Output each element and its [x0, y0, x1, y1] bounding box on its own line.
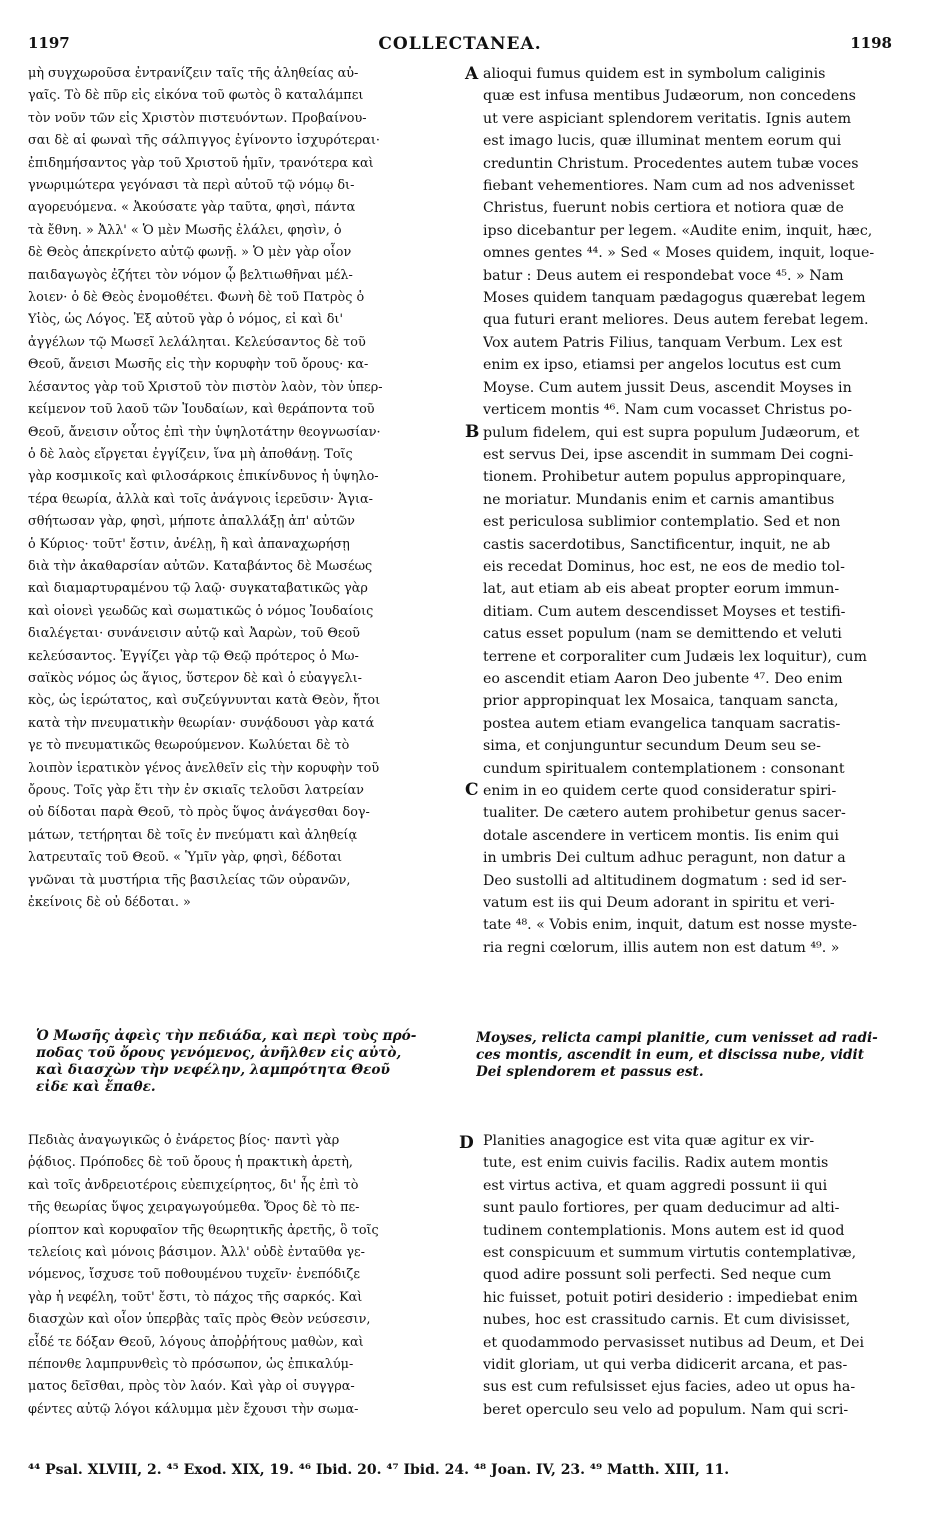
text-line: Deo sustolli ad altitudinem dogmatum : sed id ser- [483, 872, 847, 889]
text-line: tute, est enim cuivis facilis. Radix autem montis [483, 1155, 829, 1172]
text-line: διὰ τὴν ἀκαθαρσίαν αὐτῶν. Καταβάντος δὲ Μωσέως [28, 558, 373, 574]
greek-summary [36, 1028, 460, 1096]
text-line: sima, et conjunguntur secundum Deum seu se- [483, 738, 821, 755]
text-line: γὰρ ἡ νεφέλη, τοῦτ' ἔστι, τὸ πάχος τῆς σαρκός. Καὶ [28, 1289, 363, 1305]
text-line: Moyse. Cum autem jussit Deus, ascendit Moyses in [483, 379, 852, 396]
text-line: ria regni cœlorum, illis autem non est datum ⁴⁹. » [483, 939, 840, 956]
text-line: παιδαγωγὸς ἐζήτει τὸν νόμον ᾧ βελτιωθῆναι μέλ- [28, 267, 353, 283]
text-line: διαλέγεται· συνάνεισιν αὐτῷ καὶ Ἀαρὼν, τοῦ Θεοῦ [28, 626, 360, 642]
text-line: αγορευόμενα. « Ἀκούσατε γὰρ ταῦτα, φησὶ, πάντα [28, 200, 356, 216]
text-line: καὶ τοῖς ἀνδρειοτέροις εὐεπιχείρητος, δι' ἧς ἐπὶ τὸ [28, 1177, 359, 1193]
text-line: fiebant vehementiores. Nam cum ad nos advenisset [483, 178, 855, 195]
text-line: ces montis, ascendit in eum, et discissa nube, vidit [476, 1047, 864, 1063]
running-title: COLLECTANEA. [378, 34, 542, 54]
text-line: σθήτωσαν γὰρ, φησὶ, μήποτε ἀπαλλάξῃ ἀπ' αὐτῶν [28, 514, 355, 530]
text-line: pulum fidelem, qui est supra populum Judæorum, et [483, 424, 860, 441]
text-line: εἶδε καὶ ἔπαθε. [36, 1079, 156, 1095]
text-line: διασχὼν καὶ οἷον ὑπερβὰς ταῖς πρὸς Θεὸν νεύσεσιν, [28, 1312, 371, 1328]
text-line: καὶ διαμαρτυραμένου τῷ λαῷ· συγκαταβατικῶς γὰρ [28, 581, 368, 597]
text-line: castis sacerdotibus, Sanctificentur, inquit, ne ab [483, 536, 831, 553]
text-line: enim ex ipso, etiamsi per angelos locutus est cum [483, 357, 842, 374]
latin-column [483, 63, 895, 959]
text-line: σαι δὲ αἱ φωναὶ τῆς σάλπιγγος ἐγίνοντο ἰσχυρότεραι· [28, 133, 380, 149]
greek-second-column [28, 1130, 458, 1421]
margin-marker-a: A [465, 64, 479, 84]
text-line: quod adire possunt soli perfecti. Sed neque cum [483, 1267, 832, 1284]
text-line: καὶ οἱονεὶ γεωδῶς καὶ σωματικῶς ὁ νόμος Ἰουδαίοις [28, 603, 374, 619]
text-line: est periculosa sublimior contemplatio. Sed et non [483, 514, 841, 531]
text-line: λέσαντος γὰρ τοῦ Χριστοῦ τὸν πιστὸν λαὸν, τὸν ὑπερ- [28, 379, 383, 395]
text-line: ipso dicebantur per legem. «Audite enim, inquit, hæc, [483, 222, 873, 239]
text-line: μάτων, τετήρηται δὲ τοῖς ἐν πνεύματι καὶ ἀληθείᾳ [28, 827, 358, 843]
text-line: κείμενον τοῦ λαοῦ τῶν Ἰουδαίων, καὶ θεράποντα τοῦ [28, 402, 375, 418]
text-line: πέπονθε λαμπρυνθεὶς τὸ πρόσωπον, ὡς ἐπικαλύμ- [28, 1357, 354, 1373]
text-line: Christus, fuerunt nobis certiora et notiora quæ de [483, 200, 844, 217]
text-line: vidit gloriam, ut qui verba didicerit arcana, et pas- [483, 1357, 848, 1374]
text-line: λοιεν· ὁ δὲ Θεὸς ἐνομοθέτει. Φωνὴ δὲ τοῦ Πατρὸς ὁ [28, 290, 365, 306]
text-line: ἀγγέλων τῷ Μωσεῖ λελάληται. Κελεύσαντος δὲ τοῦ [28, 334, 366, 350]
text-line: est imago lucis, quæ illuminat mentem eorum qui [483, 133, 842, 150]
text-line: Θεοῦ, ἄνεισι Μωσῆς εἰς τὴν κορυφὴν τοῦ ὄρους· κα- [28, 357, 369, 373]
text-line: τὸν νοῦν τῶν εἰς Χριστὸν πιστευόντων. Προβαίνου- [28, 110, 367, 126]
text-line: eo ascendit etiam Aaron Deo jubente ⁴⁷. Deo enim [483, 670, 843, 687]
text-line: eis recedat Dominus, hoc est, ne eos de medio tol- [483, 558, 845, 575]
margin-marker-b: B [465, 422, 480, 442]
text-line: terrene et corporaliter cum Judæis lex loquitur), cum [483, 648, 867, 665]
text-line: ὁ Κύριος· τοῦτ' ἔστιν, ἀνέλῃ, ἢ καὶ ἀπαναχωρήσῃ [28, 536, 350, 552]
text-line: τέρα θεωρία, ἀλλὰ καὶ τοῖς ἀνάγνοις ἱερεῦσιν· Ἁγια- [28, 491, 373, 507]
greek-column [28, 63, 458, 914]
text-line: verticem montis ⁴⁶. Nam cum vocasset Christus po- [483, 402, 852, 419]
text-line: νόμενος, ἴσχυσε τοῦ ποθουμένου τυχεῖν· ἐνεπόδιζε [28, 1267, 361, 1283]
text-line: γνῶναι τὰ μυστήρια τῆς βασιλείας τῶν οὐρανῶν, [28, 872, 351, 888]
text-line: quæ est infusa mentibus Judæorum, non concedens [483, 88, 856, 105]
text-line: κὸς, ὡς ἱερώτατος, καὶ συζεύγνυνται κατὰ Θεὸν, ἤτοι [28, 693, 381, 709]
text-line: ποδας τοῦ ὄρους γενόμενος, ἀνῆλθεν εἰς αὐτὸ, [36, 1045, 402, 1061]
text-line: sunt paulo fortiores, per quam deducimur ad alti- [483, 1200, 840, 1217]
text-line: γε τὸ πνευματικῶς θεωρούμενον. Κωλύεται δὲ τὸ [28, 738, 350, 754]
text-line: μὴ συγχωροῦσα ἐντρανίζειν ταῖς τῆς ἀληθείας αὐ- [28, 66, 359, 81]
text-line: Ὁ Μωσῆς ἀφεὶς τὴν πεδιάδα, καὶ περὶ τοὺς πρό- [36, 1028, 417, 1044]
text-line: creduntin Christum. Procedentes autem tubæ voces [483, 155, 859, 172]
text-line: εἶδέ τε δόξαν Θεοῦ, λόγους ἀποῤῥήτους μαθὼν, καὶ [28, 1334, 364, 1350]
text-line: hic fuisset, potuit potiri desiderio : impediebat enim [483, 1289, 858, 1306]
text-line: τῆς θεωρίας ὕψος χειραγωγούμεθα. Ὄρος δὲ τὸ πε- [28, 1200, 360, 1216]
text-line: lat, aut etiam ab eis abeat propter eorum immun- [483, 581, 840, 598]
text-line: καὶ διασχὼν τὴν νεφέλην, λαμπρότητα Θεοῦ [36, 1062, 390, 1078]
text-line: κατὰ τὴν πνευματικὴν θεωρίαν· συνᾴδουσι γὰρ κατά [28, 715, 375, 731]
text-line: ἐκείνοις δὲ οὐ δέδοται. » [28, 895, 191, 911]
latin-second-column [483, 1130, 895, 1421]
text-line: est conspicuum et summum virtutis contemplativæ, [483, 1245, 857, 1262]
text-line: qua futuri erant meliores. Deus autem ferebat legem. [483, 312, 869, 329]
text-line: beret operculo seu velo ad populum. Nam qui scri- [483, 1401, 849, 1418]
text-line: Πεδιὰς ἀναγωγικῶς ὁ ἐνάρετος βίος· παντὶ γὰρ [28, 1133, 340, 1148]
text-line: tualiter. De cætero autem prohibetur genus sacer- [483, 805, 846, 822]
text-line: est virtus activa, et quam aggredi possunt ii qui [483, 1177, 828, 1194]
text-line: σαϊκὸς νόμος ὡς ἅγιος, ὕστερον δὲ καὶ ὁ εὐαγγελι- [28, 670, 362, 686]
text-line: omnes gentes ⁴⁴. » Sed « Moses quidem, inquit, loque- [483, 245, 875, 262]
text-line: γνωριμώτερα γεγόνασι τὰ περὶ αὐτοῦ τῷ νόμῳ δι- [28, 178, 355, 194]
text-line: tate ⁴⁸. « Vobis enim, inquit, datum est nosse myste- [483, 917, 857, 934]
text-line: λοιπὸν ἱερατικὸν γένος ἀνελθεῖν εἰς τὴν κορυφὴν τοῦ [28, 760, 380, 776]
text-line: ὄρους. Τοῖς γὰρ ἔτι τὴν ἐν σκιαῖς τελοῦσι λατρείαν [28, 783, 364, 798]
text-line: Planities anagogice est vita quæ agitur ex vir- [483, 1133, 815, 1149]
text-line: γαῖς. Τὸ δὲ πῦρ εἰς εἰκόνα τοῦ φωτὸς ὃ καταλάμπει [28, 88, 364, 104]
text-line: Υἱὸς, ὡς Λόγος. Ἐξ αὐτοῦ γὰρ ὁ νόμος, εἰ καὶ δι' [28, 312, 343, 328]
text-line: ditiam. Cum autem descendisset Moyses et testifi- [483, 603, 846, 620]
text-line: postea autem etiam evangelica tanquam sacratis- [483, 715, 841, 732]
text-line: ρίοπτον καὶ κορυφαῖον τῆς θεωρητικῆς ἀρετῆς, ὃ τοῖς [28, 1222, 379, 1238]
text-line: cundum spiritualem contemplationem : consonant [483, 760, 845, 777]
text-line: ne moriatur. Mundanis enim et carnis amantibus [483, 491, 835, 508]
text-line: tionem. Prohibetur autem populus appropinquare, [483, 469, 846, 486]
page-header [28, 34, 892, 58]
text-line: nubes, hoc est crassitudo carnis. Et cum divisisset, [483, 1312, 851, 1329]
text-line: ματος δεῖσθαι, πρὸς τὸν λαόν. Καὶ γὰρ οἱ συγγρα- [28, 1379, 355, 1395]
text-line: ut vere aspiciant splendorem veritatis. Ignis autem [483, 110, 852, 127]
text-line: τελείοις καὶ μόνοις βάσιμον. Ἀλλ' οὐδὲ ἐνταῦθα γε- [28, 1245, 365, 1261]
text-line: Moses quidem tanquam pædagogus quærebat legem [483, 290, 866, 307]
left-page-number: 1197 [28, 34, 70, 52]
text-line: Moyses, relicta campi planitie, cum venisset ad radi- [476, 1030, 878, 1046]
text-line: λατρευταῖς τοῦ Θεοῦ. « Ὑμῖν γὰρ, φησὶ, δέδοται [28, 850, 343, 866]
text-line: in umbris Dei cultum adhuc peragunt, non datur a [483, 850, 846, 867]
footnotes: ⁴⁴ Psal. XLVIII, 2. ⁴⁵ Exod. XIX, 19. ⁴⁶ Ibid. 20. ⁴⁷ Ibid. 24. ⁴⁸ Joan. IV, 23. ⁴⁹ Matth. XIII, 11. [28, 1462, 730, 1478]
text-line: est servus Dei, ipse ascendit in summam Dei cogni- [483, 446, 854, 463]
text-line: et quodammodo pervasisset nutibus ad Deum, et Dei [483, 1334, 865, 1351]
text-line: φέντες αὐτῷ λόγοι κάλυμμα μὲν ἔχουσι τὴν σωμα- [28, 1401, 359, 1417]
text-line: batur : Deus autem ei respondebat voce ⁴⁵. » Nam [483, 267, 844, 284]
text-line: ἐπιδημήσαντος γὰρ τοῦ Χριστοῦ ἡμῖν, τρανότερα καὶ [28, 155, 374, 171]
text-line: enim in eo quidem certe quod consideratur spiri- [483, 783, 837, 799]
text-line: κελεύσαντος. Ἐγγίζει γὰρ τῷ Θεῷ πρότερος ὁ Μω- [28, 648, 359, 664]
right-page-number: 1198 [850, 34, 892, 52]
text-line: Dei splendorem et passus est. [476, 1064, 704, 1080]
text-line: ῥᾴδιος. Πρόποδες δὲ τοῦ ὄρους ἡ πρακτικὴ ἀρετὴ, [28, 1155, 353, 1171]
text-line: tudinem contemplationis. Mons autem est id quod [483, 1222, 845, 1239]
text-line: τὰ ἔθνη. » Ἀλλ' « Ὁ μὲν Μωσῆς ἐλάλει, φησὶν, ὁ [28, 222, 342, 238]
latin-summary [476, 1030, 902, 1081]
text-line: prior appropinquat lex Mosaica, tanquam sancta, [483, 693, 839, 710]
text-line: alioqui fumus quidem est in symbolum caliginis [483, 66, 826, 82]
text-line: γὰρ κοσμικοῖς καὶ φιλοσάρκοις ἐπικίνδυνος ἡ ὑψηλο- [28, 469, 379, 485]
text-line: catus esset populum (nam se demittendo et veluti [483, 626, 842, 643]
text-line: οὐ δίδοται παρὰ Θεοῦ, τὸ πρὸς ὕψος ἀνάγεσθαι δογ- [28, 805, 370, 821]
text-line: Vox autem Patris Filius, tanquam Verbum. Lex est [483, 334, 843, 351]
text-line: vatum est iis qui Deum adorant in spiritu et veri- [483, 895, 835, 912]
text-line: dotale ascendere in verticem montis. Iis enim qui [483, 827, 839, 844]
margin-marker-c: C [465, 780, 479, 800]
text-line: Θεοῦ, ἄνεισιν οὗτος ἐπὶ τὴν ὑψηλοτάτην θεογνωσίαν· [28, 424, 381, 440]
margin-marker-d: D [459, 1133, 474, 1153]
text-line: δὲ Θεὸς ἀπεκρίνετο αὐτῷ φωνῇ. » Ὁ μὲν γὰρ οἷον [28, 245, 352, 261]
text-line: ὁ δὲ λαὸς εἴργεται ἐγγίζειν, ἵνα μὴ ἀποθάνῃ. Τοῖς [28, 446, 353, 462]
text-line: sus est cum refulsisset ejus facies, adeo ut opus ha- [483, 1379, 856, 1396]
